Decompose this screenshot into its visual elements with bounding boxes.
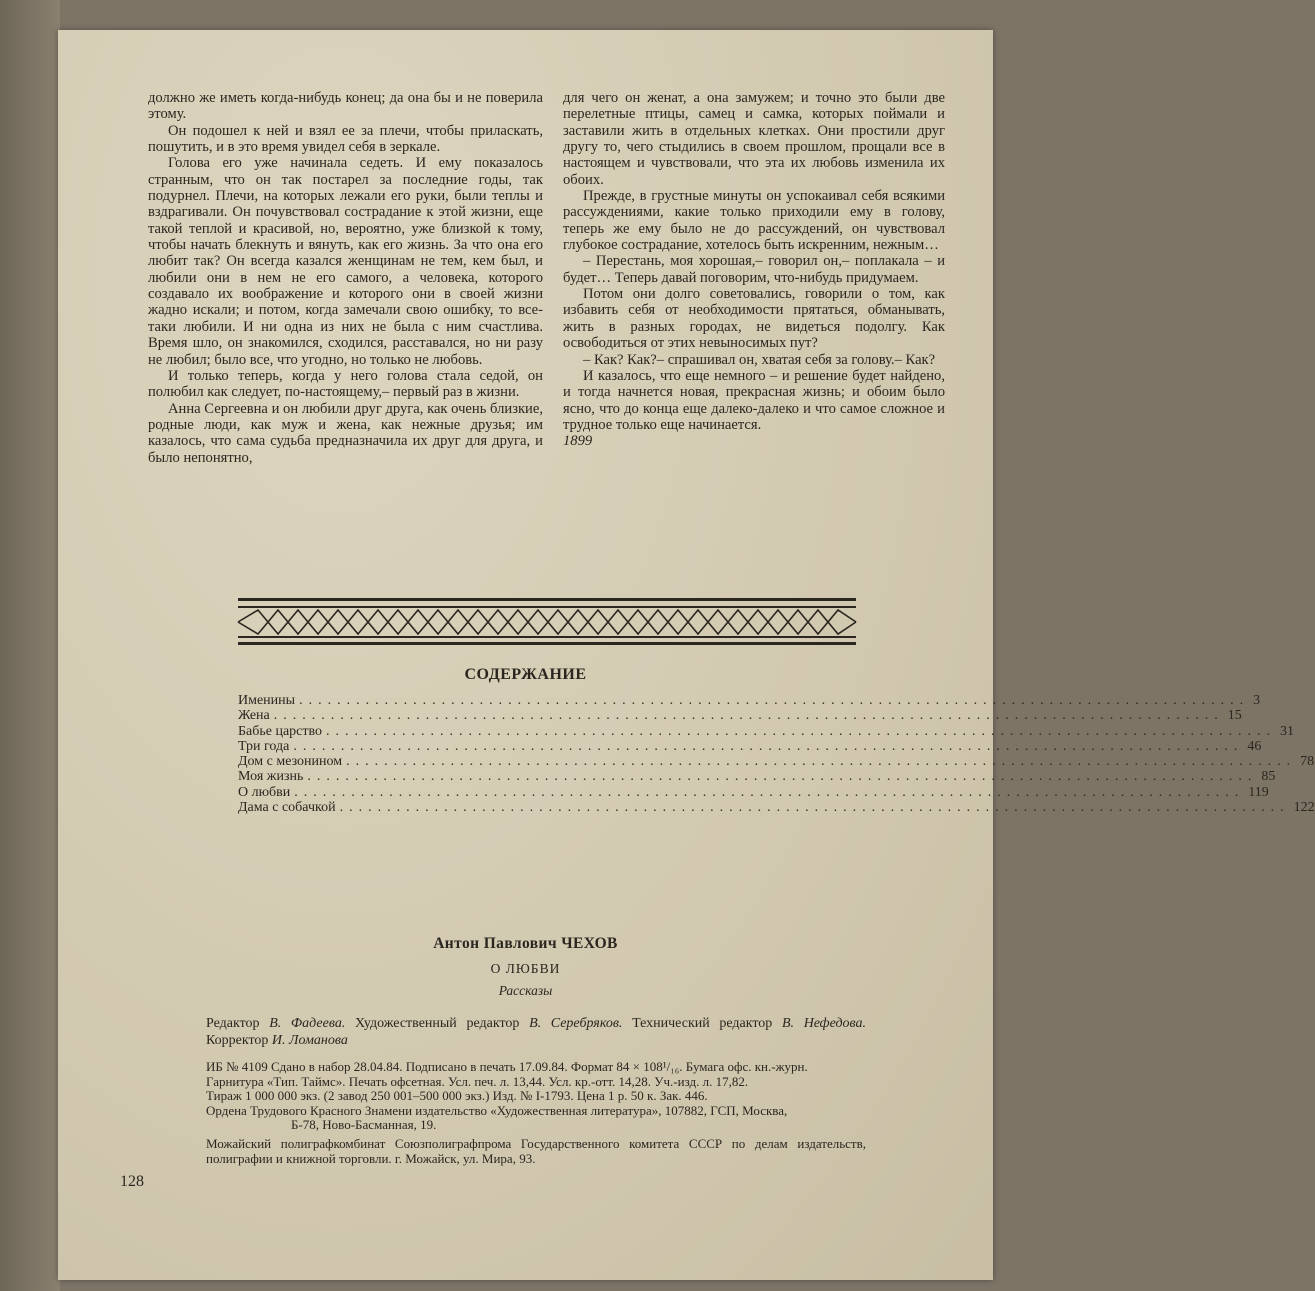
imprint-line: Гарнитура «Тип. Таймс». Печать офсетная. Усл. печ. л. 13,44. Усл. кр.-отт. 14,28. Уч.-изд. л. 17,82. — [206, 1073, 749, 1089]
leader-dots: .................................................................................................... — [326, 723, 1277, 739]
toc-entry — [238, 769, 1276, 785]
imprint-line: ИБ № 4109 Сдано в набор 28.04.84. Подписано в печать 17.09.84. Формат 84 × 108¹/₁₆. Бумага офс. кн.-журн. — [206, 1059, 808, 1074]
paragraph: Голова его уже начинала седеть. И ему показалось странным, что он так постарел за последние годы, так подурнел. Плечи, на которых лежали его руки, были теплы и вздрагивали. Он почувствовал сострадание к этой жизни, еще такой теплой и красивой, но, вероятно, уже близкой к тому, чтобы начать блекнуть и вянуть, как его жизнь. За что она его любит так? Он всегда казался женщинам не тем, кем был, и любили они в нем не его самого, а человека, которого создавало их воображение и которого они в своей жизни жадно искали; и потом, когда замечали свою ошибку, то все-таки любили. И ни одна из них не была с ним счастлива. Время шло, он знакомился, сходился, расставался, но ни разу не любил; было все, что угодно, но только не любовь. — [148, 155, 543, 368]
decorative-divider — [238, 598, 856, 646]
leader-dots: .................................................................................................... — [294, 784, 1245, 800]
corrector-name: И. Ломанова — [271, 1033, 348, 1048]
toc-entry-title: Именины — [238, 693, 296, 708]
toc-entry-title: О любви — [238, 784, 291, 800]
left-text-column — [148, 90, 543, 466]
imprint-genre: Рассказы — [498, 983, 553, 998]
toc-entry-page: 85 — [1261, 769, 1276, 785]
toc-entry-page: 15 — [1227, 708, 1242, 724]
toc-entry-title: Бабье царство — [238, 723, 323, 739]
tech-editor-name: В. Нефедова. — [781, 1016, 867, 1031]
editor-name: В. Фадеева. — [269, 1016, 346, 1031]
leader-dots: .................................................................................................... — [307, 769, 1258, 785]
imprint-line: Тираж 1 000 000 экз. (2 завод 250 001–500 000 экз.) Изд. № I-1793. Цена 1 р. 50 к. Зак. 446. — [206, 1088, 708, 1104]
toc-entry-page: 46 — [1247, 738, 1262, 754]
paragraph: И только теперь, когда у него голова стала седой, он полюбил как следует, по-настоящему,– первый раз в жизни. — [148, 367, 543, 401]
year-of-writing: 1899 — [563, 433, 593, 450]
background-shadow — [0, 0, 60, 1291]
paragraph: – Перестань, моя хорошая,– говорил он,– поплакала – и будет… Теперь давай поговорим, что-нибудь придумаем. — [563, 253, 945, 286]
toc-entry — [238, 693, 1261, 708]
leader-dots: .................................................................................................... — [339, 800, 1290, 816]
toc-entry — [238, 800, 1315, 816]
toc-entry-page: 31 — [1280, 723, 1295, 739]
imprint-author: Антон Павлович ЧЕХОВ — [433, 935, 618, 952]
paragraph: для чего он женат, а она замужем; и точно это были две перелетные птицы, самец и самка, которых поймали и заставили жить в отдельных клетках. Они простили друг другу то, чего стыдились в своем прошлом, прощали все в настоящем и чувствовали, что эта их любовь изменила их обоих. — [563, 90, 945, 188]
toc-entry — [238, 708, 1242, 724]
right-text-column — [563, 90, 945, 450]
corrector-label: Корректор — [206, 1033, 269, 1048]
imprint-printer: Можайский полиграфкомбинат Союзполиграфпрома Государственного комитета СССР по делам издательств, полиграфии и книжной торговли. г. Можайск, ул. Мира, 93. — [206, 1136, 866, 1166]
leader-dots: .................................................................................................... — [293, 738, 1244, 754]
toc-entry-title: Три года — [238, 738, 290, 754]
toc-entry-page: 119 — [1248, 784, 1269, 800]
imprint-technical-data — [206, 1060, 866, 1133]
imprint-book-title: О ЛЮБВИ — [490, 961, 561, 976]
tech-editor-label: Технический редактор — [632, 1016, 773, 1031]
paragraph: Прежде, в грустные минуты он успокаивал себя всякими рассуждениями, какие только приходили ему в голову, теперь же ему было не до рассуждений, он чувствовал глубокое сострадание, хотелось быть искренним, нежным… — [563, 188, 945, 254]
imprint-editors — [206, 1015, 866, 1049]
leader-dots: .................................................................................................... — [346, 754, 1297, 770]
toc-entry-title: Дом с мезонином — [238, 754, 343, 770]
art-editor-label: Художественный редактор — [355, 1016, 520, 1031]
paragraph: Он подошел к ней и взял ее за плечи, чтобы приласкать, пошутить, и в это время увидел себя в зеркале. — [148, 122, 543, 156]
imprint-line: Ордена Трудового Красного Знамени издательство «Художественная литература», 107882, ГСП, Москва, — [206, 1102, 788, 1118]
paragraph: Анна Сергеевна и он любили друг друга, как очень близкие, родные люди, как муж и жена, как нежные друзья; им казалось, что сама судьба предназначила их друг для друга, и было непонятно, — [148, 400, 543, 466]
art-editor-name: В. Серебряков. — [529, 1016, 623, 1031]
book-page — [58, 30, 1315, 1280]
toc-entry — [238, 784, 1269, 800]
leader-dots: .................................................................................................... — [273, 708, 1224, 724]
toc-entry-page: 122 — [1293, 800, 1315, 816]
toc-entry-page: 78 — [1300, 754, 1315, 770]
page-number: 128 — [120, 1173, 144, 1190]
table-of-contents — [238, 693, 1315, 816]
toc-entry-title: Дама с собачкой — [238, 800, 336, 816]
toc-entry-title: Моя жизнь — [238, 769, 304, 785]
paragraph: Потом они долго советовались, говорили о том, как избавить себя от необходимости прятаться, обманывать, жить в разных городах, не видеться подолгу. Как освободиться от этих невыносимых пут? — [563, 286, 945, 352]
paragraph: должно же иметь когда-нибудь конец; да она бы и не поверила этому. — [148, 90, 543, 123]
paragraph: – Как? Как?– спрашивал он, хватая себя за голову.– Как? — [583, 351, 936, 368]
imprint-line: Б-78, Ново-Басманная, 19. — [291, 1117, 437, 1133]
paragraph: И казалось, что еще немного – и решение будет найдено, и тогда начнется новая, прекрасная жизнь; и обоим было ясно, что до конца еще далеко-далеко и что самое сложное и трудное только еще начинается. — [563, 367, 945, 433]
editor-label: Редактор — [206, 1016, 260, 1031]
toc-entry — [238, 723, 1295, 739]
toc-entry-title: Жена — [238, 708, 270, 724]
contents-title: СОДЕРЖАНИЕ — [464, 666, 587, 683]
toc-entry — [238, 738, 1262, 754]
toc-entry — [238, 754, 1315, 770]
leader-dots: .................................................................................................... — [299, 693, 1250, 708]
toc-entry-page: 3 — [1253, 693, 1261, 708]
